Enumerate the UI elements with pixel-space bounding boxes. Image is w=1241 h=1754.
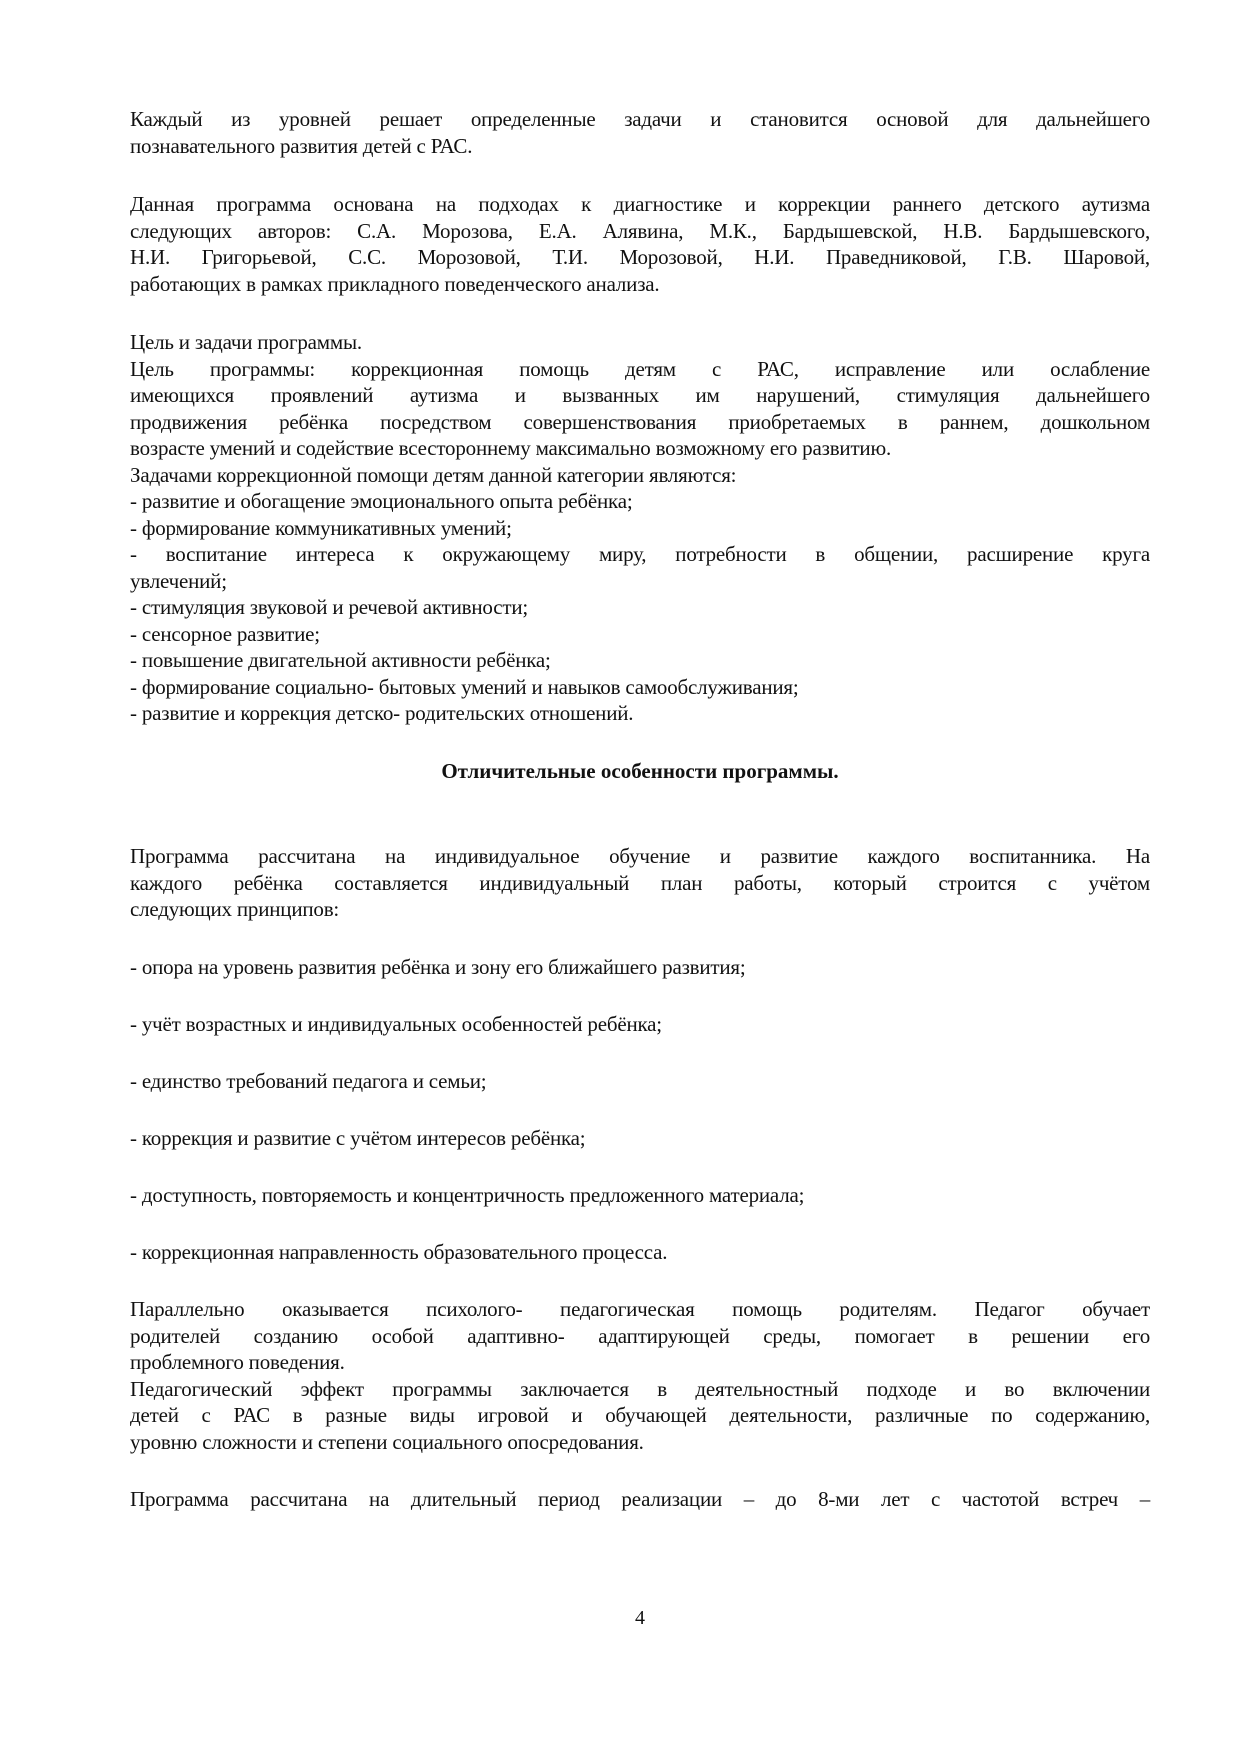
paragraph-line: Программа рассчитана на длительный период реализации – до 8-ми лет с частотой встреч – — [130, 1487, 1150, 1511]
list-item: - стимуляция звуковой и речевой активности; — [130, 595, 528, 619]
paragraph-line: каждого ребёнка составляется индивидуальный план работы, который строится с учётом — [130, 871, 1150, 895]
page-number: 4 — [635, 1607, 645, 1629]
paragraph-line: проблемного поведения. — [130, 1350, 345, 1374]
list-item: увлечений; — [130, 569, 227, 593]
paragraph-line: Педагогический эффект программы заключается в деятельностный подходе и во включении — [130, 1377, 1150, 1401]
section-subtitle: Цель и задачи программы. — [130, 330, 362, 354]
list-item: - формирование социально- бытовых умений и навыков самообслуживания; — [130, 675, 799, 699]
paragraph-line: Каждый из уровней решает определенные задачи и становится основой для дальнейшего — [130, 107, 1150, 131]
paragraph-line: имеющихся проявлений аутизма и вызванных им нарушений, стимуляция дальнейшего — [130, 383, 1150, 407]
paragraph-line: следующих авторов: С.А. Морозова, Е.А. Алявина, М.К., Бардышевской, Н.В. Бардышевского, — [130, 219, 1150, 243]
principle-item: - коррекция и развитие с учётом интересов ребёнка; — [130, 1126, 586, 1150]
list-item: - повышение двигательной активности ребёнка; — [130, 648, 551, 672]
document-page — [130, 0, 1150, 1754]
paragraph-line: возрасте умений и содействие всестороннему максимально возможному его развитию. — [130, 436, 892, 460]
list-item: - сенсорное развитие; — [130, 622, 320, 646]
list-item: - воспитание интереса к окружающему миру, потребности в общении, расширение круга — [130, 542, 1150, 566]
paragraph-line: познавательного развития детей с РАС. — [130, 134, 473, 158]
section-heading: Отличительные особенности программы. — [441, 759, 839, 783]
principle-item: - учёт возрастных и индивидуальных особенностей ребёнка; — [130, 1012, 662, 1036]
principle-item: - опора на уровень развития ребёнка и зону его ближайшего развития; — [130, 955, 746, 979]
paragraph-line: уровню сложности и степени социального опосредования. — [130, 1430, 644, 1454]
paragraph-line: Программа рассчитана на индивидуальное обучение и развитие каждого воспитанника. На — [130, 844, 1150, 868]
paragraph-line: Параллельно оказывается психолого- педагогическая помощь родителям. Педагог обучает — [130, 1297, 1150, 1321]
paragraph-line: Данная программа основана на подходах к диагностике и коррекции раннего детского аутизма — [130, 192, 1150, 216]
paragraph-line: детей с РАС в разные виды игровой и обучающей деятельности, различные по содержанию, — [130, 1403, 1150, 1427]
list-item: - развитие и коррекция детско- родительских отношений. — [130, 701, 634, 725]
principle-item: - доступность, повторяемость и концентричность предложенного материала; — [130, 1183, 805, 1207]
list-item: - формирование коммуникативных умений; — [130, 516, 512, 540]
paragraph-line: работающих в рамках прикладного поведенческого анализа. — [130, 272, 660, 296]
paragraph-line: следующих принципов: — [130, 897, 340, 921]
paragraph-line: Задачами коррекционной помощи детям данной категории являются: — [130, 463, 737, 487]
principle-item: - коррекционная направленность образовательного процесса. — [130, 1240, 668, 1264]
paragraph-line: Цель программы: коррекционная помощь детям с РАС, исправление или ослабление — [130, 357, 1150, 381]
principle-item: - единство требований педагога и семьи; — [130, 1069, 487, 1093]
paragraph-line: родителей созданию особой адаптивно- адаптирующей среды, помогает в решении его — [130, 1324, 1150, 1348]
paragraph-line: продвижения ребёнка посредством совершенствования приобретаемых в раннем, дошкольном — [130, 410, 1150, 434]
paragraph-line: Н.И. Григорьевой, С.С. Морозовой, Т.И. Морозовой, Н.И. Праведниковой, Г.В. Шаровой, — [130, 245, 1150, 269]
list-item: - развитие и обогащение эмоционального опыта ребёнка; — [130, 489, 633, 513]
